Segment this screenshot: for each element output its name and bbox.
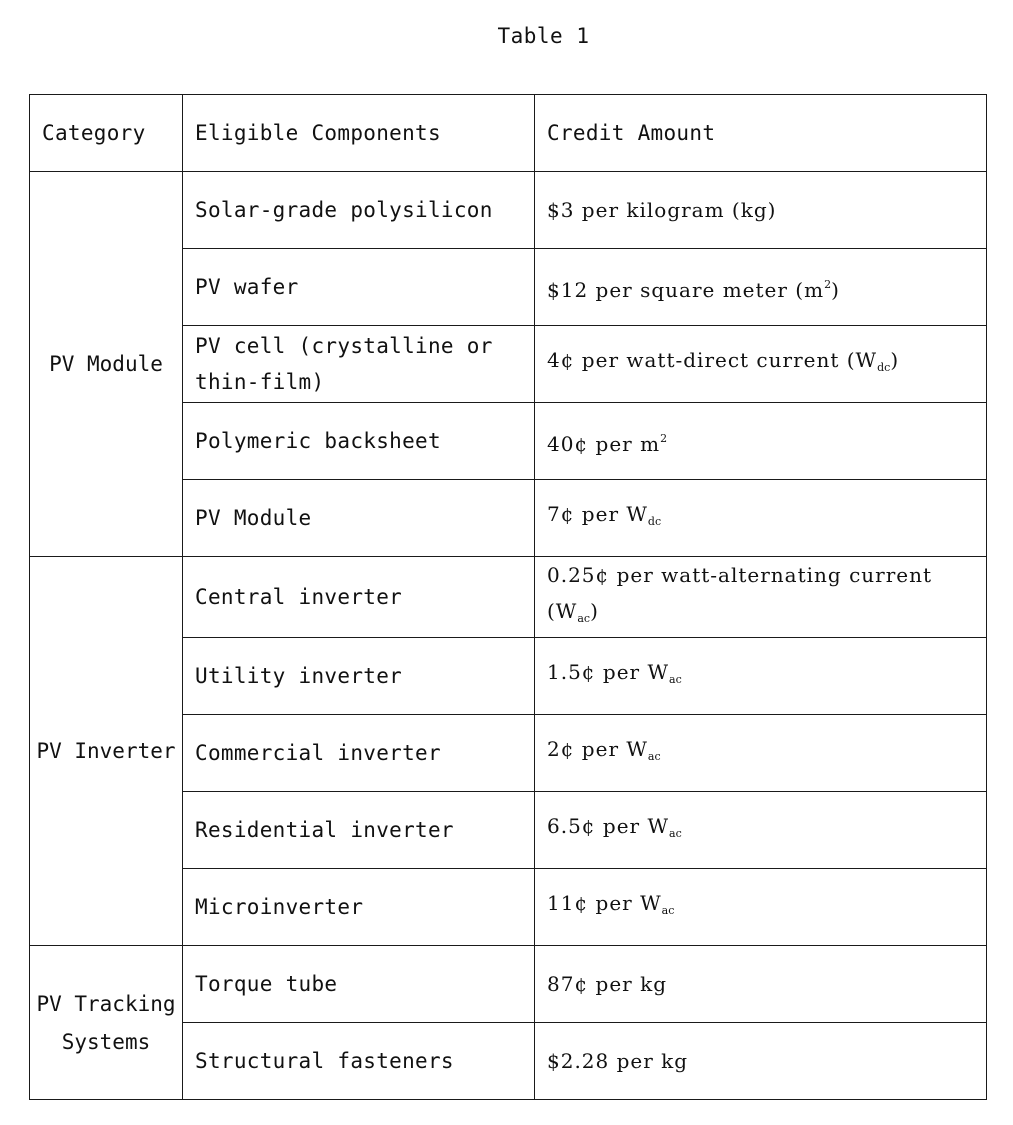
credit-text: $12 per square meter (m bbox=[547, 277, 825, 302]
component-cell: Central inverter bbox=[183, 557, 535, 638]
credit-cell bbox=[535, 249, 987, 326]
credit-text: 2¢ per W bbox=[547, 737, 648, 761]
category-pv-inverter: PV Inverter bbox=[30, 557, 183, 946]
table-row bbox=[30, 946, 987, 1023]
credit-superscript: 2 bbox=[660, 431, 668, 445]
credit-text: 11¢ per W bbox=[547, 891, 662, 915]
credit-text: 6.5¢ per W bbox=[547, 814, 670, 838]
credit-superscript: 2 bbox=[824, 277, 832, 291]
credit-text: $3 per kilogram (kg) bbox=[547, 198, 777, 222]
credit-subscript: dc bbox=[647, 515, 662, 528]
credit-text: 7¢ per W bbox=[547, 502, 648, 526]
credit-cell bbox=[535, 946, 987, 1023]
credit-text: 0.25¢ per watt-alternating current (W bbox=[547, 563, 933, 623]
header-category: Category bbox=[30, 95, 183, 172]
table-header-row bbox=[30, 95, 987, 172]
component-cell: Commercial inverter bbox=[183, 715, 535, 792]
credit-subscript: ac bbox=[669, 827, 682, 840]
credit-cell bbox=[535, 869, 987, 946]
header-components: Eligible Components bbox=[183, 95, 535, 172]
credit-subscript: dc bbox=[877, 361, 891, 374]
credit-text: 87¢ per kg bbox=[547, 972, 668, 996]
component-cell: Microinverter bbox=[183, 869, 535, 946]
table-row bbox=[30, 172, 987, 249]
credit-cell bbox=[535, 638, 987, 715]
component-cell: PV wafer bbox=[183, 249, 535, 326]
credit-cell bbox=[535, 172, 987, 249]
category-pv-tracking: PV Tracking Systems bbox=[30, 946, 183, 1100]
credit-cell bbox=[535, 1023, 987, 1100]
component-cell: Utility inverter bbox=[183, 638, 535, 715]
component-cell: Polymeric backsheet bbox=[183, 403, 535, 480]
component-cell: Solar-grade polysilicon bbox=[183, 172, 535, 249]
credit-tail: ) bbox=[831, 277, 840, 302]
credit-tail: ) bbox=[590, 599, 599, 623]
credit-text: 1.5¢ per W bbox=[547, 660, 670, 684]
component-cell: Torque tube bbox=[183, 946, 535, 1023]
credit-cell bbox=[535, 403, 987, 480]
component-cell: PV Module bbox=[183, 480, 535, 557]
component-cell: PV cell (crystalline or thin-film) bbox=[183, 326, 535, 403]
credit-subscript: ac bbox=[669, 673, 682, 686]
credit-subscript: ac bbox=[647, 750, 661, 763]
credit-tail: ) bbox=[890, 348, 900, 372]
table-row bbox=[30, 557, 987, 638]
credit-cell bbox=[535, 792, 987, 869]
credit-table bbox=[29, 94, 987, 1100]
credit-subscript: ac bbox=[661, 904, 675, 917]
component-cell: Structural fasteners bbox=[183, 1023, 535, 1100]
credit-text: 40¢ per m bbox=[547, 431, 661, 456]
credit-cell bbox=[535, 326, 987, 403]
credit-cell bbox=[535, 557, 987, 638]
table-caption: Table 1 bbox=[497, 24, 590, 48]
component-cell: Residential inverter bbox=[183, 792, 535, 869]
credit-text: 4¢ per watt-direct current (W bbox=[547, 348, 878, 372]
credit-text: $2.28 per kg bbox=[547, 1049, 689, 1073]
credit-cell bbox=[535, 480, 987, 557]
category-pv-module: PV Module bbox=[30, 172, 183, 557]
credit-cell bbox=[535, 715, 987, 792]
credit-subscript: ac bbox=[577, 612, 591, 625]
header-credit: Credit Amount bbox=[535, 95, 987, 172]
